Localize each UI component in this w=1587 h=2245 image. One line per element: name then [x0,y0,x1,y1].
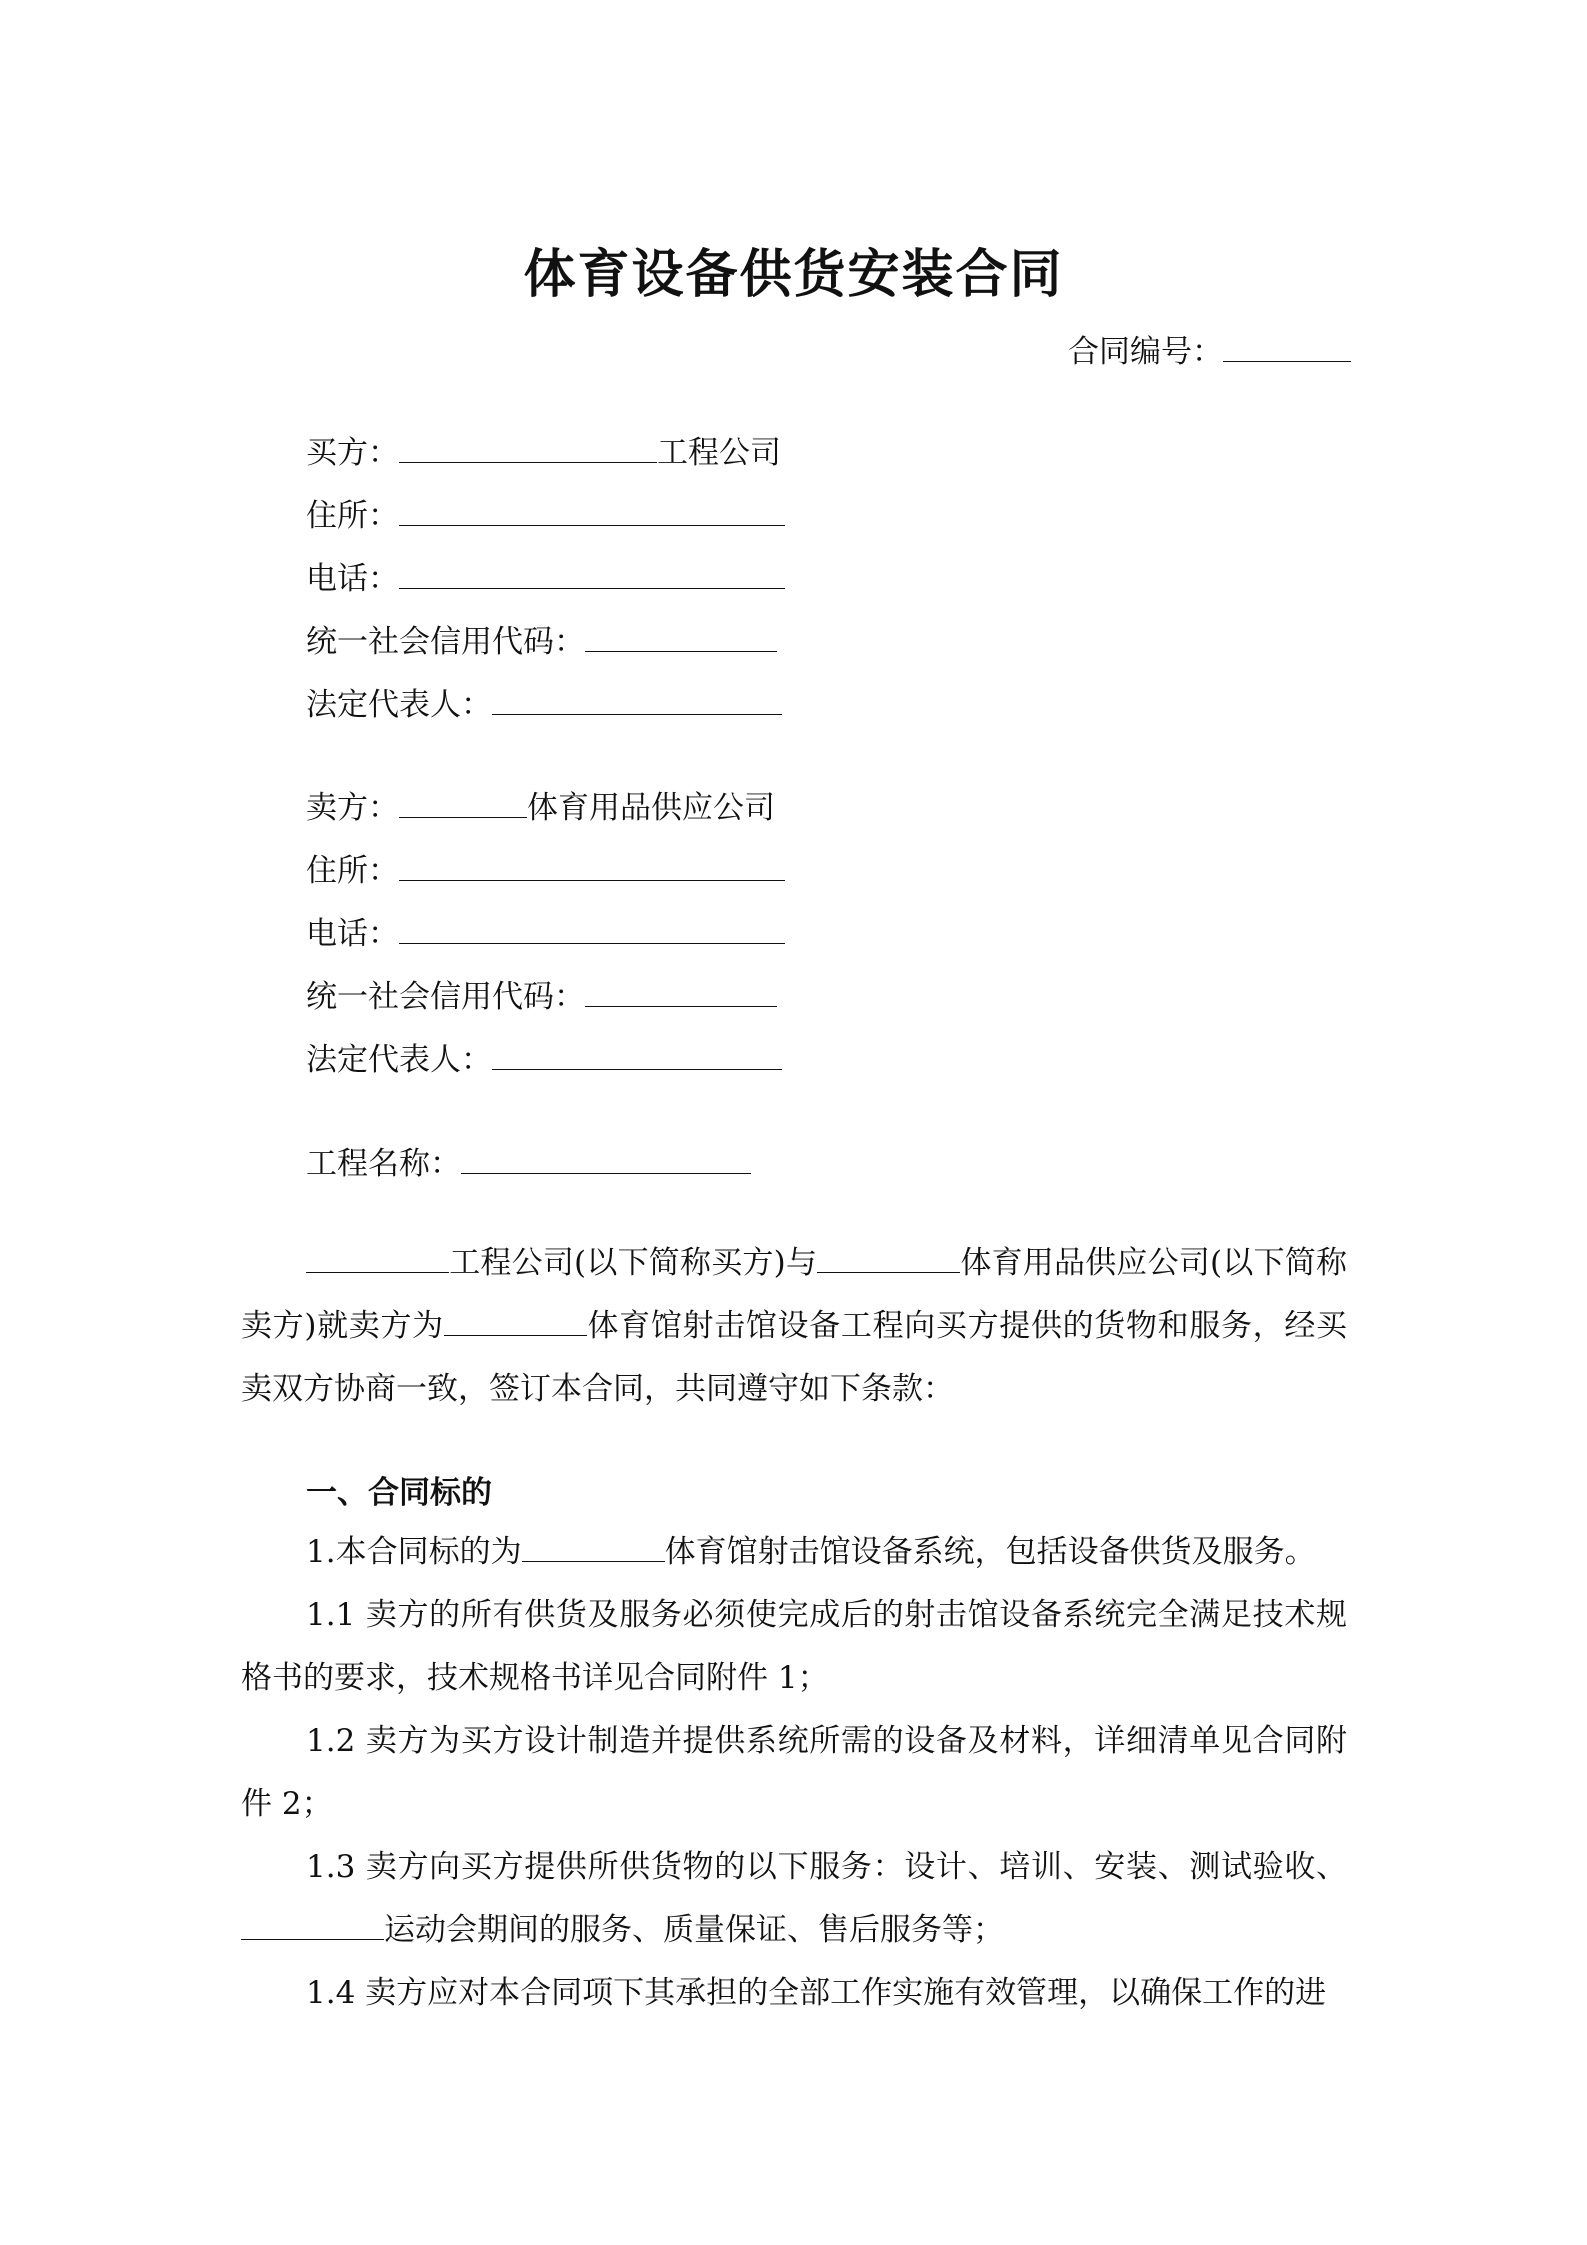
page-title: 体育设备供货安装合同 [523,244,1064,305]
buyer-name-suffix: 工程公司 [657,435,781,471]
clause-1-part1: 1.本合同标的为 [306,1534,522,1570]
seller-name-label: 卖方： [306,790,399,826]
buyer-phone-blank [399,558,785,589]
clause-1-3-part1: 1.3 卖方向买方提供所供货物的以下服务：设计、培训、安装、测试验收、 [306,1849,1347,1885]
seller-phone-label: 电话： [306,916,399,952]
buyer-legal-rep-label: 法定代表人： [306,687,492,723]
buyer-address-label: 住所： [306,498,399,534]
seller-name-suffix: 体育用品供应公司 [527,790,775,826]
clause-1-part2: 体育馆射击馆设备系统，包括设备供货及服务。 [664,1534,1316,1570]
buyer-address-blank [399,495,785,526]
clause-1-3-blank [241,1909,384,1940]
contract-number-blank [1223,331,1351,362]
seller-address-row [306,850,785,890]
seller-phone-row [306,913,785,953]
seller-address-blank [399,850,785,881]
intro-seller-blank [817,1242,960,1273]
project-name-blank [461,1143,751,1174]
seller-legal-rep-row [306,1039,782,1079]
intro-part2: 体育用品供应公司(以下简称卖方)就卖方为 [241,1245,1348,1344]
clause-1-blank [522,1531,665,1562]
buyer-name-blank [399,432,657,463]
clause-1-4: 1.4 卖方应对本合同项下其承担的全部工作实施有效管理，以确保工作的进 [306,1975,1327,2011]
section-heading: 一、合同标的 [306,1475,492,1511]
seller-legal-rep-blank [492,1039,782,1070]
seller-name-row [306,787,775,827]
buyer-legal-rep-row [306,684,782,724]
clause-1 [241,1521,1347,1584]
project-name-row [306,1143,751,1183]
contract-number-label: 合同编号： [1068,334,1223,370]
clause-1-3-part2: 运动会期间的服务、质量保证、售后服务等； [384,1912,1004,1948]
project-name-label: 工程名称： [306,1146,461,1182]
clause-1-1: 1.1 卖方的所有供货及服务必须使完成后的射击馆设备系统完全满足技术规格书的要求，技术规格书详见合同附件 1； [241,1597,1347,1696]
intro-part1: 工程公司(以下简称买方)与 [449,1245,818,1281]
buyer-credit-code-label: 统一社会信用代码： [306,624,585,660]
seller-legal-rep-label: 法定代表人： [306,1042,492,1078]
intro-buyer-blank [306,1242,449,1273]
contract-number [1068,326,1351,371]
buyer-phone-label: 电话： [306,561,399,597]
buyer-address-row [306,495,785,535]
clause-1-2: 1.2 卖方为买方设计制造并提供系统所需的设备及材料，详细清单见合同附件 2； [241,1723,1347,1822]
buyer-name-row [306,432,781,472]
buyer-legal-rep-blank [492,684,782,715]
buyer-phone-row [306,558,785,598]
clause-1-3 [241,1836,1347,1962]
seller-phone-blank [399,913,785,944]
seller-credit-code-label: 统一社会信用代码： [306,979,585,1015]
intro-part3: 体育馆射击馆设备工程向买方提供的货物和服务，经买卖双方协商一致，签订本合同，共同遵守如下条款： [241,1308,1348,1407]
buyer-credit-code-blank [585,621,777,652]
seller-credit-code-row [306,976,777,1016]
intro-paragraph [241,1232,1347,1421]
buyer-credit-code-row [306,621,777,661]
buyer-name-label: 买方： [306,435,399,471]
seller-name-blank [399,787,527,818]
seller-credit-code-blank [585,976,777,1007]
intro-project-blank [444,1305,587,1336]
seller-address-label: 住所： [306,853,399,889]
